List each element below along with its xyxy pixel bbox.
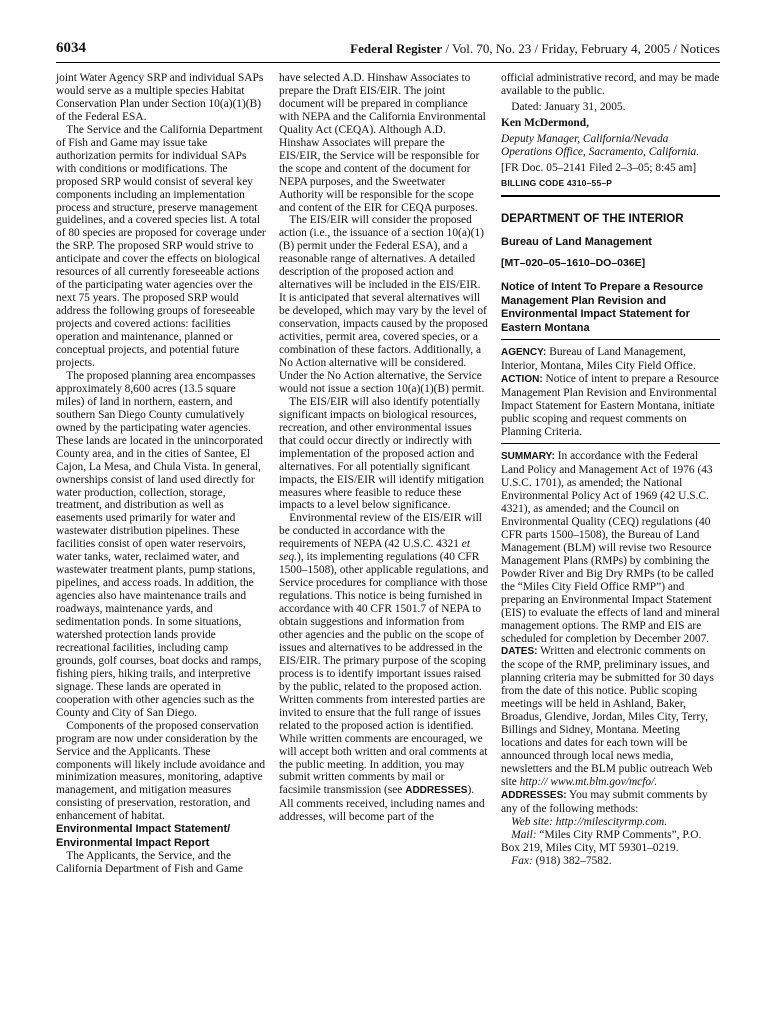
addresses-text: You may submit comments by any of the following methods:	[501, 788, 708, 815]
paragraph: Components of the proposed conservation program are now under consideration by the Service and the Applicants. These components will likely include avoidance and minimization measures, monitoring, adaptive management, and mitigation measures consisting of preservation, restoration, and enhancement of habitat.	[56, 719, 266, 823]
department-heading: DEPARTMENT OF THE INTERIOR	[501, 212, 684, 225]
signer-title-text: Deputy Manager, California/Nevada Operations Office, Sacramento, California.	[501, 132, 700, 158]
summary-rule	[501, 443, 720, 444]
mail-line	[501, 829, 720, 855]
dates-paragraph	[501, 645, 720, 788]
paragraph: The EIS/EIR will also identify potentially significant impacts on biological resources, recreation, and other environmental issues that could occur directly or indirectly with implementation of the proposed action and alternatives. For all potentially significant impacts, the EIS/EIR will identify mitigation measures where feasible to reduce these impacts to a level below significance.	[279, 395, 485, 512]
docket-number: [MT–020–05–1610–DO–036E]	[501, 256, 646, 269]
summary-paragraph	[501, 450, 720, 645]
addresses-paragraph	[501, 789, 720, 816]
mail-text: “Miles City RMP Comments”, P.O. Box 219, Miles City, MT 59301–0219.	[501, 828, 702, 854]
summary-text: In accordance with the Federal Land Policy and Management Act of 1976 (43 U.S.C. 1701), as amended; the National Environmental Policy Act of 1969 (42 U.S.C. 4321), as amended; and the Council on Environmental Quality (CEQ) regulations (40 CFR parts 1500–1508), the Bureau of Land Management (BLM) will revise two Resource Management Plans (RMPs) by combining the Powder River and Big Dry RMPs (to be called the “Miles City Field Office RMP”) and preparing an Environmental Impact Statement (EIS) to evaluate the effects of land and mineral management options. The RMP and EIS are scheduled for completion by December 2007.	[501, 450, 720, 645]
signer-name: Ken McDermond,	[501, 116, 589, 129]
bureau-heading: Bureau of Land Management	[501, 235, 652, 248]
italic-text: et seq.	[279, 538, 471, 564]
section-heading: Environmental Impact Statement/ Environmental Impact Report	[56, 823, 231, 849]
signer-title	[501, 133, 720, 159]
column-1	[56, 72, 266, 876]
action-paragraph	[501, 373, 720, 439]
dates-text: Written and electronic comments on the scope of the RMP, preliminary issues, and planning criteria may be submitted for 30 days from the date of this notice. Public scoping meetings will be held in Ashland, Baker, Broadus, Glendive, Jordan, Miles City, Terry, Billings and Sidney, Montana. Meeting locations and dates for each town will be announced through local news media, newsletters and the BLM public outreach Web site	[501, 645, 714, 788]
text-run: ), its implementing regulations (40 CFR 1500–1508), other applicable regulations, and Service procedures for compliance with those regulations. This notice is being furnished in accordance with 40 CFR 1501.7 of NEPA to obtain suggestions and information from other agencies and the public on the scope of issues and alternatives to be addressed in the EIS/EIR. The primary purpose of the scoping process is to identify important issues raised by the public, related to the proposed action. Written comments from interested parties are invited to ensure that the full range of issues related to the proposed action is identified. While written comments are encouraged, we will accept both written and oral comments at the public meeting. In addition, you may submit written comments by mail or facsimile transmission (see	[279, 551, 489, 797]
summary-label: SUMMARY:	[501, 451, 555, 463]
paragraph: have selected A.D. Hinshaw Associates to prepare the Draft EIS/EIR. The joint document will be prepared in compliance with NEPA and the California Environmental Quality Act (CEQA). Although A.D. Hinshaw Associates will prepare the EIS/EIR, the Service will be responsible for the scope and content of the document for NEPA purposes, and the Sweetwater Authority will be responsible for the scope and content of the EIR for CEQA purposes.	[279, 72, 486, 214]
web-site-text: Web site: http://milescityrmp.com.	[511, 815, 668, 828]
agency-paragraph	[501, 346, 720, 373]
paragraph: The Applicants, the Service, and the California Department of Fish and Game	[56, 850, 243, 876]
mail-label: Mail:	[511, 828, 537, 841]
page-number: 6034	[56, 40, 86, 56]
section-separator	[501, 195, 720, 197]
action-label: ACTION:	[501, 374, 543, 386]
outreach-url: http:// www.mt.blm.gov/mcfo/.	[519, 775, 658, 788]
addresses-label: ADDRESSES:	[501, 789, 567, 801]
issue-info: / Vol. 70, No. 23 / Friday, February 4, 2005 / Notices	[442, 41, 720, 56]
paragraph: official administrative record, and may be made available to the public.	[501, 72, 720, 97]
addresses-reference: ADDRESSES	[405, 785, 468, 797]
header-rule	[56, 62, 720, 63]
column-3	[501, 72, 720, 868]
action-text: Notice of intent to prepare a Resource Management Plan Revision and Environmental Impact Statement for Eastern Montana, initiate public scoping and request comments on Planning Criteria.	[501, 373, 719, 439]
paragraph: joint Water Agency SRP and individual SAPs would serve as a multiple species Habitat Conservation Plan under Section 10(a)(1)(B) of the Federal ESA.	[56, 72, 264, 123]
paragraph: The Service and the California Department of Fish and Game may issue take authorization permits for individual SAPs with conditions or modifications. The proposed SRP would consist of several key components including an implementation process and structure, preserve management guidelines, and a covered species list. A total of 80 species are proposed for coverage under the SRP. The proposed SRP would strive to anticipate and cover the effects on biological resources of all currently foreseeable actions of the participating water agencies over the next 75 years. The proposed SRP would address the following groups of foreseeable projects and covered actions: facilities operation and maintenance, planned or conceptual projects, and potential future projects.	[56, 123, 266, 369]
date-line: Dated: January 31, 2005.	[511, 100, 626, 113]
billing-code: BILLING CODE 4310–55–P	[501, 177, 613, 188]
text-run: Environmental review of the EIS/EIR will be conducted in accordance with the requirements of NEPA (42 U.S.C. 4321	[279, 512, 482, 551]
fax-text: (918) 382–7582.	[532, 854, 612, 867]
running-header	[56, 40, 720, 62]
agency-text: Bureau of Land Management, Interior, Montana, Miles City Field Office.	[501, 346, 696, 373]
paragraph	[279, 512, 489, 824]
agency-label: AGENCY:	[501, 347, 547, 359]
publication-name: Federal Register	[350, 41, 443, 56]
running-head-title	[350, 41, 720, 57]
paragraph: The proposed planning area encompasses approximately 8,600 acres (13.5 square miles) of land in northern, eastern, and southern San Diego County cumulatively owned by the participating water agencies. These lands are located in the unincorporated County area, and in the cities of Santee, El Cajon, La Mesa, and Chula Vista. In general, ownerships consist of land used directly for water production, collection, storage, treatment, and distribution as well as easements used primarily for water and wastewater distribution pipelines. These facilities consist of open water reservoirs, water tanks, water, reclaimed water, and wastewater treatment plants, pump stations, pipelines, and access roads. In addition, the agencies also have maintenance trails and roadways, maintenance yards, and sedimentation ponds. In some situations, watershed protection lands provide recreational facilities, including camp grounds, golf courses, boat docks and ramps, fishing piers, hiking trails, and interpretive signage. These lands are operated in cooperation with other agencies such as the County and City of San Diego.	[56, 369, 263, 719]
web-site-line	[501, 816, 720, 829]
column-2	[279, 72, 489, 824]
paragraph: The EIS/EIR will consider the proposed action (i.e., the issuance of a section 10(a)(1)(B) permit under the Federal ESA), and a reasonable range of alternatives. A detailed description of the proposed action and alternatives will be included in the EIS/EIR. It is anticipated that several alternatives will be developed, which may vary by the level of conservation, impacts caused by the proposed activities, permit area, covered species, or a combination of these factors. Additionally, a No Action alternative will be considered. Under the No Action alternative, the Service would not issue a section 10(a)(1)(B) permit.	[279, 214, 488, 395]
fax-label: Fax:	[511, 854, 533, 867]
fr-doc-line: [FR Doc. 05–2141 Filed 2–3–05; 8:45 am]	[501, 161, 697, 174]
notice-title: Notice of Intent To Prepare a Resource Management Plan Revision and Environmental Impact Statement for Eastern Montana	[501, 281, 704, 334]
fax-line	[501, 855, 720, 868]
dates-label: DATES:	[501, 646, 538, 658]
text-run: ). All comments received, including names and addresses, will become part of the	[279, 784, 485, 824]
title-rule	[501, 339, 720, 340]
